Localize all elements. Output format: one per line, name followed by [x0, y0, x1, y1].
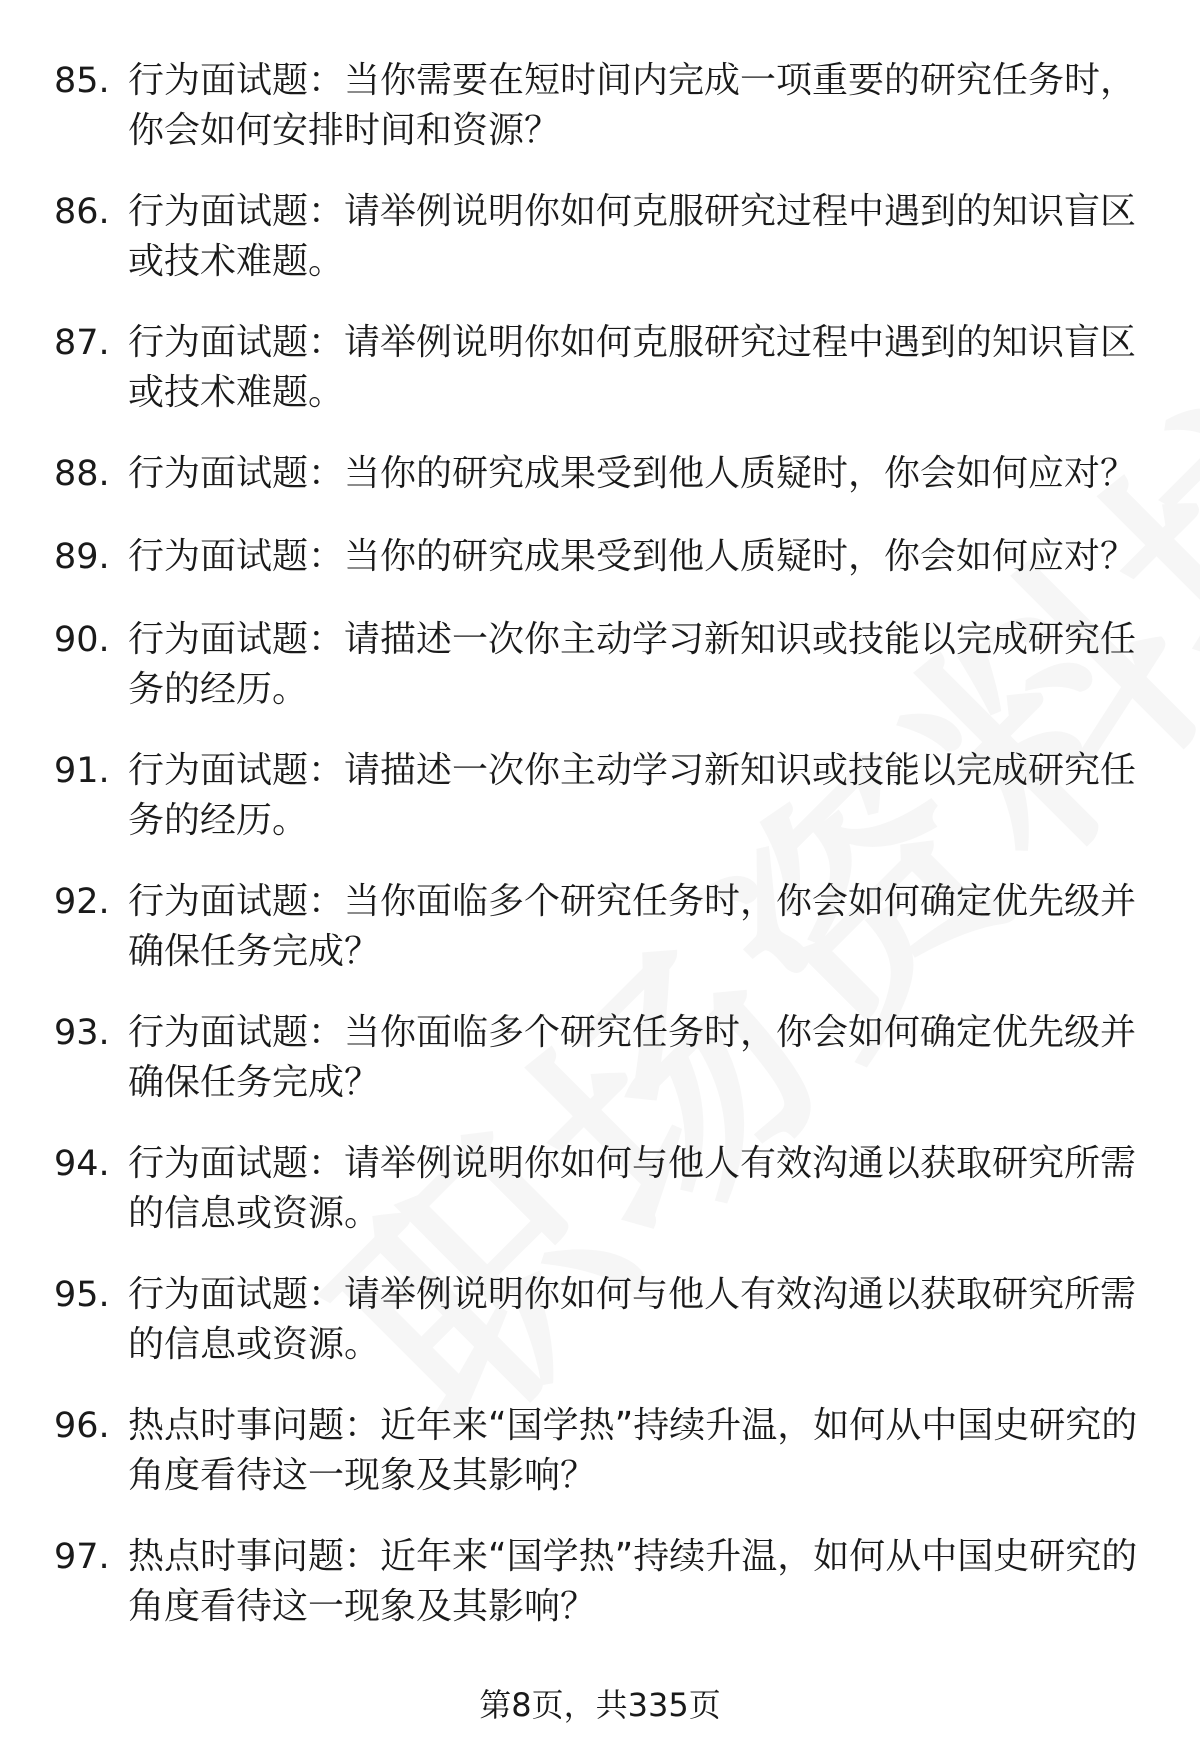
question-item — [54, 318, 1144, 418]
question-item — [54, 877, 1144, 977]
question-number: 86. — [54, 192, 110, 232]
question-text: 行为面试题：请举例说明你如何与他人有效沟通以获取研究所需的信息或资源。 — [128, 1143, 1137, 1234]
question-number: 87. — [54, 323, 110, 363]
question-text: 行为面试题：请描述一次你主动学习新知识或技能以完成研究任务的经历。 — [128, 750, 1137, 841]
question-item — [54, 187, 1144, 287]
question-text: 热点时事问题：近年来“国学热”持续升温，如何从中国史研究的角度看待这一现象及其影响？ — [128, 1536, 1138, 1627]
question-item — [54, 615, 1144, 715]
question-text: 热点时事问题：近年来“国学热”持续升温，如何从中国史研究的角度看待这一现象及其影响？ — [128, 1405, 1138, 1496]
question-item — [54, 1401, 1144, 1501]
question-text: 行为面试题：当你的研究成果受到他人质疑时，你会如何应对？ — [128, 536, 1137, 577]
question-number: 88. — [54, 454, 110, 494]
question-number: 91. — [54, 751, 110, 791]
question-number: 85. — [54, 61, 110, 101]
question-number: 95. — [54, 1275, 110, 1315]
question-number: 96. — [54, 1406, 110, 1446]
question-item — [54, 532, 1144, 582]
question-text: 行为面试题：当你面临多个研究任务时，你会如何确定优先级并确保任务完成？ — [128, 881, 1137, 972]
question-number: 89. — [54, 537, 110, 577]
question-text: 行为面试题：请举例说明你如何与他人有效沟通以获取研究所需的信息或资源。 — [128, 1274, 1137, 1365]
question-number: 90. — [54, 620, 110, 660]
question-list — [54, 56, 1144, 1663]
question-text: 行为面试题：请举例说明你如何克服研究过程中遇到的知识盲区或技术难题。 — [128, 322, 1137, 413]
question-number: 92. — [54, 882, 110, 922]
question-text: 行为面试题：当你需要在短时间内完成一项重要的研究任务时，你会如何安排时间和资源？ — [128, 60, 1137, 151]
page-footer: 第8页，共335页 — [479, 1686, 721, 1724]
question-text: 行为面试题：当你的研究成果受到他人质疑时，你会如何应对？ — [128, 453, 1137, 494]
question-number: 97. — [54, 1537, 110, 1577]
question-item — [54, 746, 1144, 846]
question-number: 94. — [54, 1144, 110, 1184]
question-item — [54, 1270, 1144, 1370]
question-text: 行为面试题：请举例说明你如何克服研究过程中遇到的知识盲区或技术难题。 — [128, 191, 1137, 282]
question-item — [54, 1532, 1144, 1632]
question-item — [54, 1139, 1144, 1239]
question-item — [54, 1008, 1144, 1108]
question-item — [54, 449, 1144, 499]
question-text: 行为面试题：请描述一次你主动学习新知识或技能以完成研究任务的经历。 — [128, 619, 1137, 710]
question-item — [54, 56, 1144, 156]
question-text: 行为面试题：当你面临多个研究任务时，你会如何确定优先级并确保任务完成？ — [128, 1012, 1137, 1103]
question-number: 93. — [54, 1013, 110, 1053]
